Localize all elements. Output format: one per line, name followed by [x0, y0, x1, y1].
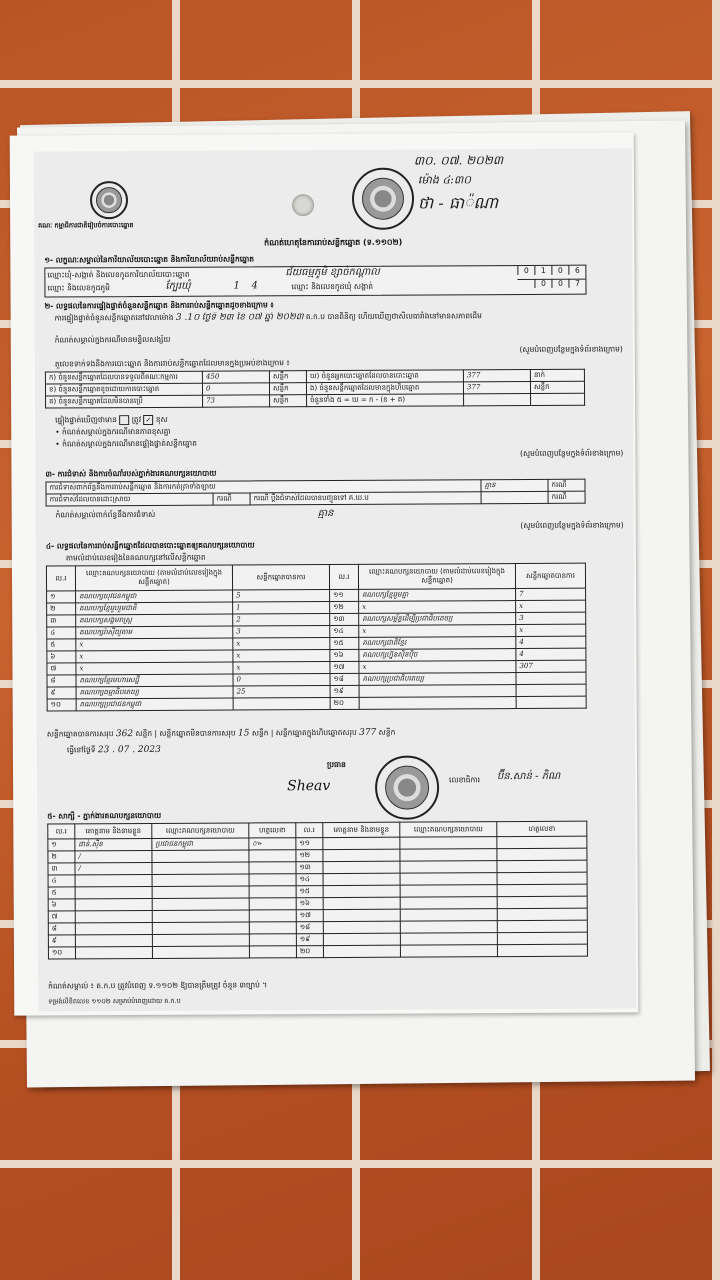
date-line [67, 742, 625, 756]
objection-label: ការជំទាស់ពាក់ព័ន្ធនឹងការរាប់សន្លឹកឆ្នោត និងការកត់ត្រាទាំងឡាយ [46, 480, 481, 494]
col-party: ឈ្មោះគណបក្សនយោបាយ (តាមលំដាប់លេខរៀងក្នុងសន្លឹកឆ្នោត) [358, 564, 515, 590]
witness-sign [249, 922, 296, 934]
witness-no: ១៧ [296, 910, 323, 922]
witness-name [75, 934, 152, 946]
witness-name [323, 897, 400, 909]
witness-name: / [75, 862, 152, 874]
witness-no: ៣ [48, 863, 75, 875]
count-value2 [464, 393, 531, 405]
party-name: គណបក្សប្រជាធិបតេយ្យ [359, 673, 516, 686]
count-value: 73 [203, 395, 270, 407]
referred-unit: ករណី [548, 491, 585, 503]
party-no: ១១ [330, 589, 359, 601]
witness-no: ៧ [48, 911, 75, 923]
handwritten-date: ៣០. ០៧. ២០២៣ [413, 153, 504, 168]
party-votes: 3 [233, 626, 330, 639]
col-no: ល.រ [329, 564, 358, 589]
witness-sign [249, 850, 296, 862]
witness-name [323, 885, 400, 897]
objection-table [45, 479, 585, 507]
witness-party [400, 909, 497, 922]
code-digit: 0 [551, 279, 568, 288]
second-label: ឈ្មោះ និងលេខកូដឃុំ សង្កាត់ [291, 281, 373, 292]
total-valid: 362 [115, 729, 134, 740]
fill1: (សូមបំពេញបន្ថែមក្នុងទំព័រខាងក្រោម) [519, 344, 623, 355]
witness-sign [497, 872, 587, 884]
witness-name [75, 922, 152, 934]
form-title: កំណត់ហេតុនៃការរាប់សន្លឹកឆ្នោត (ទ.១១០២) [264, 237, 403, 248]
punch-hole [292, 194, 314, 216]
party-votes: x [233, 662, 330, 675]
witness-party [152, 910, 249, 923]
party-votes: 3 [516, 612, 586, 624]
witness-sign [497, 896, 587, 908]
witness-sign [497, 920, 587, 932]
witness-party [400, 861, 497, 874]
office-num-a: 1 [233, 280, 240, 292]
col-sign: ហត្ថលេខា [497, 821, 587, 836]
party-no: ១៦ [330, 649, 359, 661]
witness-name [323, 945, 400, 957]
witness-party [400, 885, 497, 898]
witness-no: ១៦ [296, 898, 323, 910]
footnote: កំណត់សម្គាល់ ៖ គ.ក.ប ត្រូវបំពេញ ទ.១១០២ ឱ្យបានត្រឹមត្រូវ ចំនួន ៣ច្បាប់ ។ [48, 980, 268, 991]
party-votes [516, 696, 586, 708]
commune-label: ឈ្មោះឃុំ-សង្កាត់ និងលេខកូដការិយាល័យបោះឆ្នោត [47, 269, 190, 280]
party-votes: 2 [233, 614, 330, 627]
col-party: ឈ្មោះគណបក្សនយោបាយ [400, 822, 497, 838]
handwritten-name: ថា - ធា៉ណា [417, 193, 499, 213]
witness-sign [249, 910, 296, 922]
witness-no: ១៨ [296, 922, 323, 934]
section1-title: ១- លក្ខណៈសម្គាល់នៃការិយាល័យបោះឆ្នោត និងការិយាល័យរាប់សន្លឹកឆ្នោត [44, 254, 255, 265]
office-value: ក្បែរ​ឃុំ [165, 280, 191, 292]
count-label: ខ) ចំនួនសន្លឹកឆ្នោតខូចដោយការបោះឆ្នោត [45, 383, 202, 396]
code-digit: 0 [534, 279, 551, 288]
count-unit2: សន្លឹក [530, 381, 584, 393]
total-invalid-label: សន្លឹកឆ្នោតមិនបានការសរុប [159, 728, 236, 738]
col-party: ឈ្មោះគណបក្សនយោបាយ [152, 823, 249, 839]
witness-sign [249, 886, 296, 898]
resolved-unit: ករណី [213, 493, 250, 505]
code-digit: 7 [568, 279, 585, 288]
totals-line: សន្លឹកឆ្នោតបានការសរុប 362 សន្លឹក | សន្លឹកឆ្នោតមិនបានការសរុប 15 សន្លឹក | សន្លឹកឆ្នោតក្នុងហិបឆ្នោតសរុប 377 សន្លឹក [46, 727, 396, 740]
witness-party [400, 921, 497, 934]
resolved-label: ការជំទាស់ដែលបានដោះស្រាយ [46, 493, 213, 506]
party-name: គណបក្សហ្វ៊ុនស៊ិនប៉ិច [359, 649, 516, 662]
party-no: ១៣ [330, 613, 359, 625]
committee-name: គណៈ កម្មាធិការជាតិរៀបចំការបោះឆ្នោត [38, 221, 134, 230]
witness-no: ១៩ [296, 934, 323, 946]
total-all: 377 [359, 727, 377, 738]
witness-name [323, 909, 400, 921]
col-votes: សន្លឹកឆ្នោតបានការ [232, 565, 329, 591]
total-unit: សន្លឹក [251, 728, 269, 738]
counts-label: តួលេខទាក់ទងនឹងការបោះឆ្នោត និងការរាប់សន្លឹកឆ្នោតដែលមានក្នុងប្រអប់ខាងក្រោម ៖ [54, 358, 290, 369]
witness-no: ១០ [48, 947, 75, 959]
witness-name [323, 837, 400, 849]
party-name [359, 697, 516, 710]
count-label2: ឃ) ចំនួនអ្នកបោះឆ្នោតដែលបានបោះឆ្នោត [306, 370, 463, 383]
code-digit: 6 [568, 266, 585, 275]
party-name: x [76, 662, 233, 675]
party-votes: x [233, 638, 330, 651]
code2-digits [534, 279, 585, 289]
party-no: ៩ [47, 687, 76, 699]
official-stamp-top [352, 168, 414, 230]
witness-no: ២០ [296, 946, 323, 958]
party-name [359, 685, 516, 698]
objection-note-value: គ្មាន [317, 508, 334, 520]
section3-title: ៣- ការជំទាស់ និងការចំណាំរបស់ភ្នាក់ងារគណបក្សនយោបាយ [45, 468, 217, 479]
col-name: គោត្តនាម និងនាមខ្លួន [323, 822, 400, 837]
count-unit: សន្លឹក [269, 383, 306, 395]
form-code: ទម្រង់លិខិតលេខ ១១០២ សម្រាប់បំពេញដោយ គ.ក.ប [48, 996, 181, 1006]
count-label: ក) ចំនួនសន្លឹកឆ្នោតដែលបានទទួលពីគណៈកម្មការ [45, 371, 202, 384]
section2-intro [55, 310, 623, 324]
witness-name: / [75, 850, 152, 862]
check-opt-yes: ត្រូវ [131, 415, 142, 425]
count-value: 450 [202, 371, 269, 383]
party-name: x [359, 625, 516, 638]
party-name: គណបក្សជាតិខ្មែរ [359, 637, 516, 650]
witness-party [152, 946, 249, 959]
col-name: គោត្តនាម និងនាមខ្លួន [75, 823, 152, 838]
objection-note [56, 506, 624, 521]
total-invalid: 15 [237, 728, 250, 739]
col-no: ល.រ [296, 823, 323, 838]
check-label: ផ្ទៀងផ្ទាត់ឃើញថាមាន [55, 415, 117, 425]
count-unit2 [531, 393, 585, 405]
party-votes: x [233, 650, 330, 663]
party-votes [516, 684, 586, 696]
witness-sign [249, 874, 296, 886]
election-form-document [34, 148, 636, 1011]
party-no: ១៨ [330, 673, 359, 685]
section4-title: ៤- លទ្ធផលនៃការរាប់សន្លឹកឆ្នោតដែលបានបោះឆ្នោតឲ្យគណបក្សនយោបាយ [45, 540, 255, 551]
witness-party [152, 874, 249, 887]
witness-name [323, 873, 400, 885]
party-name: គណបក្សធម្មាធិបតេយ្យ [76, 686, 233, 699]
witness-party [152, 850, 249, 863]
witness-sign [249, 862, 296, 874]
party-name: x [76, 650, 233, 663]
witness-sign [249, 898, 296, 910]
witness-sign [497, 860, 587, 872]
witness-name [75, 874, 152, 886]
count-unit: សន្លឹក [270, 395, 307, 407]
witness-no: ៥ [48, 887, 75, 899]
witness-sign [497, 908, 587, 920]
party-votes: 4 [516, 648, 586, 660]
check-line [55, 412, 623, 425]
witness-sign [497, 848, 587, 860]
party-name: x [76, 638, 233, 651]
check-opt-no: ខុស [155, 414, 168, 424]
witness-sign [497, 884, 587, 896]
nec-logo [90, 181, 128, 219]
party-votes: 5 [233, 590, 330, 603]
witness-name [323, 849, 400, 861]
checkbox-checked: ✓ [143, 415, 153, 425]
witness-sign [249, 946, 296, 958]
party-votes: 1 [233, 602, 330, 615]
count-label2: ង) ចំនួនសន្លឹកឆ្នោតដែលមានក្នុងហិបឆ្នោត [306, 382, 463, 395]
party-no: ១៧ [330, 661, 359, 673]
count-label2: ចំនួនទាំង ៥ = ឃ = ក - (ខ + គ) [307, 394, 464, 407]
witness-name [75, 946, 152, 958]
party-name: គណបក្សសម្ព័ន្ធដើម្បីប្រជាធិបតេយ្យ [359, 613, 516, 626]
col-party: ឈ្មោះគណបក្សនយោបាយ (តាមលំដាប់លេខរៀងក្នុងសន្លឹកឆ្នោត) [75, 565, 232, 591]
witness-party [400, 945, 497, 958]
total-unit: សន្លឹក [378, 727, 396, 737]
intro-label: ការផ្ទៀងផ្ទាត់ចំនួនសន្លឹកឆ្នោតនៅវេលាម៉ោង [54, 312, 174, 323]
witness-sign [497, 932, 587, 944]
section5-title: ៥- សាក្សី - ភ្នាក់ងារគណបក្សនយោបាយ [47, 810, 162, 821]
witness-party [400, 849, 497, 862]
party-name: គណបក្សខ្មែរមហាសេដ្ឋី [76, 674, 233, 687]
code-digit: 1 [534, 266, 551, 275]
section2-title: ២- លទ្ធផលនៃការផ្ទៀងផ្ទាត់ចំនួនសន្លឹកឆ្នោត និងការរាប់សន្លឹកឆ្នោតដូចខាងក្រោម ៖ [44, 300, 274, 311]
total-valid-label: សន្លឹកឆ្នោតបានការសរុប [46, 729, 114, 739]
witness-no: ១ [48, 839, 75, 851]
checkbox [119, 415, 129, 425]
party-no: ៨ [47, 675, 76, 687]
witness-sign: ៚ [249, 838, 296, 850]
party-name: គណបក្សខ្មែររួបរួមជាតិ [76, 602, 233, 615]
count-unit2: នាក់ [530, 369, 584, 381]
party-no: ២០ [330, 697, 359, 709]
party-name: គណបក្សសង្គមរាស្ត្រ [76, 614, 233, 627]
result-row [47, 696, 586, 711]
results-table [46, 563, 587, 712]
code-digit: 0 [551, 266, 568, 275]
party-no: ១៤ [330, 625, 359, 637]
witness-name [75, 910, 152, 922]
section3-fill: (សូមបំពេញបន្ថែមក្នុងទំព័រខាងក្រោម) [520, 520, 624, 531]
party-no: ៧ [47, 663, 76, 675]
witness-no: ៦ [48, 899, 75, 911]
chief-signature: Sheav [287, 778, 331, 795]
section1-box [44, 265, 586, 298]
witness-party [152, 934, 249, 947]
witness-table [47, 821, 588, 960]
col-sign: ហត្ថលេខា [249, 823, 296, 838]
witness-party [400, 933, 497, 946]
objection-row [46, 491, 585, 506]
count-row [46, 393, 585, 408]
witness-name [323, 933, 400, 945]
party-name: គណបក្សរ៉ាស៊ីយូតាម [76, 626, 233, 639]
witness-party: ប្រជាជនកម្ពុជា [152, 838, 249, 851]
total-unit: សន្លឹក [135, 728, 153, 739]
party-no: ១៩ [330, 685, 359, 697]
secretary-label: លេខាធិការ [449, 775, 481, 785]
party-votes: 25 [233, 686, 330, 699]
secretary-signature: ប៊ីន.សាន់ - ភិណ [497, 770, 561, 783]
party-no: ៣ [47, 615, 76, 627]
party-votes [516, 672, 586, 684]
date-value: ថ្ងៃទី ២៣ ខែ ០៧ ឆ្នាំ ២០២៣ [201, 312, 304, 323]
col-no: ល.រ [46, 566, 75, 591]
party-no: ១ [47, 591, 76, 603]
party-no: ១០ [47, 699, 76, 711]
party-votes: 7 [516, 588, 586, 600]
witness-party [152, 886, 249, 899]
witness-name [75, 886, 152, 898]
witness-sign [497, 944, 587, 956]
party-no: ៥ [47, 639, 76, 651]
witness-name [323, 921, 400, 933]
witness-party [152, 922, 249, 935]
objection-unit: ករណី [548, 479, 585, 491]
witness-party [400, 873, 497, 886]
witness-no: ១៤ [296, 874, 323, 886]
witness-no: ១៥ [296, 886, 323, 898]
count-label: គ) ចំនួនសន្លឹកឆ្នោតដែលមិនបានប្រើ [46, 395, 203, 408]
date-value: 23 . 07 . 2023 [97, 744, 161, 756]
date-label: ធ្វើនៅថ្ងៃទី [66, 745, 96, 755]
witness-name [323, 861, 400, 873]
party-no: ១២ [330, 601, 359, 613]
count-value: 0 [202, 383, 269, 395]
code-digit: 0 [517, 266, 534, 275]
witness-party [400, 897, 497, 910]
party-no: ៦ [47, 651, 76, 663]
party-no: ១៥ [330, 637, 359, 649]
party-votes: 307 [516, 660, 586, 672]
commune-value: ជ័យធម្មភូមិ ខ្សាច់កណ្ដាល [285, 266, 380, 279]
time-value: 3 .1០ [175, 312, 200, 323]
witness-party [152, 898, 249, 911]
party-votes: 4 [516, 636, 586, 648]
referred-label: ករណី ប្តឹងជំទាស់ដែលបានបញ្ជូនទៅ គ.ឃ.ប [250, 492, 481, 505]
count-value2: 377 [463, 381, 530, 393]
office-label: ឈ្មោះ និងលេខកូដភូមិ [47, 283, 110, 293]
witness-row [48, 944, 587, 959]
party-votes [233, 698, 330, 711]
witness-party [152, 862, 249, 875]
party-votes: 0 [233, 674, 330, 687]
witness-sign [497, 836, 587, 848]
counts-table [45, 369, 585, 409]
witness-no: ១២ [296, 850, 323, 862]
witness-no: ៤ [48, 875, 75, 887]
witness-sign [249, 934, 296, 946]
bullet1: • កំណត់សម្គាល់ក្នុងករណីមានភាពខុសគ្នា [55, 426, 171, 437]
section4-sub: តាមលំដាប់លេខរៀងនៃគណបក្សនៅលើសន្លឹកឆ្នោត [65, 552, 206, 563]
witness-no: ៩ [48, 935, 75, 947]
party-name: គណបក្សយុវជនកម្ពុជា [76, 590, 233, 603]
handwritten-time: ម៉ោង ៤:៣០ [417, 173, 472, 187]
party-name: គណបក្សខ្មែររួមគ្នា [359, 589, 516, 602]
witness-name: ផាន់.ស៊ីន [75, 838, 152, 850]
witness-no: ១១ [296, 838, 323, 850]
witness-no: ២ [48, 851, 75, 863]
col-no: ល.រ [48, 824, 75, 839]
objection-value: គ្មាន [481, 479, 548, 491]
party-no: ២ [47, 603, 76, 615]
party-votes: x [516, 600, 586, 612]
party-name: x [359, 661, 516, 674]
note1: កំណត់សម្គាល់ក្នុងករណីមានមន្ទិលសង្ស័យ [54, 334, 171, 345]
bullet2: • កំណត់សម្គាល់ក្នុងករណីមានផ្ទៀងផ្ទាត់សន្លឹកឆ្នោត [55, 438, 197, 449]
witness-party [400, 837, 497, 850]
chief-label: ប្រធាន [326, 759, 346, 770]
party-name: x [359, 601, 516, 614]
referred-value [481, 491, 548, 503]
party-name: គណបក្សប្រជាជនកម្ពុជា [76, 698, 233, 711]
witness-no: ១៣ [296, 862, 323, 874]
witness-no: ៨ [48, 923, 75, 935]
office-num-b: 4 [251, 280, 258, 292]
objection-note-label: កំណត់សម្គាល់ពាក់ព័ន្ធនឹងការជំទាស់ [55, 509, 156, 520]
witness-name [75, 898, 152, 910]
party-no: ៤ [47, 627, 76, 639]
fill2: (សូមបំពេញបន្ថែមក្នុងទំព័រខាងក្រោម) [520, 448, 624, 459]
party-votes: x [516, 624, 586, 636]
count-unit: សន្លឹក [269, 371, 306, 383]
total-all-label: សន្លឹកឆ្នោតក្នុងហិបឆ្នោតសរុប [275, 727, 357, 738]
results-header [46, 563, 585, 591]
col-votes: សន្លឹកឆ្នោតបានការ [515, 563, 585, 588]
intro-rest: គ.ក.ប បានពិនិត្យ ហើយឃើញថាសិលធារាំងនៅមានសភាពដើម [305, 311, 482, 322]
count-value2: 377 [463, 369, 530, 381]
